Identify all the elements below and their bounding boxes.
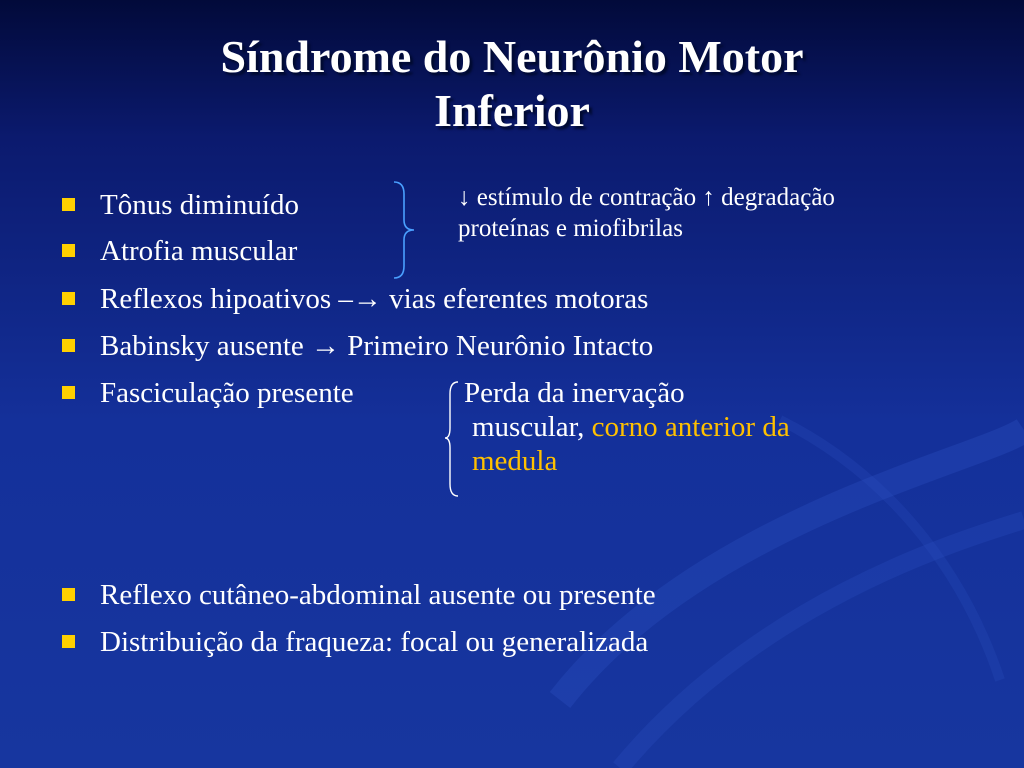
bullet-marker [62, 244, 75, 257]
atrophy-note-line-1: ↓ estímulo de contração ↑ degradação [458, 184, 835, 211]
bullet-text: Distribuição da fraqueza: focal ou generalizada [100, 626, 649, 658]
bullet-marker [62, 339, 75, 352]
slide-title-line-1: Síndrome do Neurônio Motor [220, 31, 804, 82]
bullet-marker [62, 386, 75, 399]
atrophy-note [458, 182, 835, 244]
bullet-text: Tônus diminuído [100, 189, 299, 221]
bullet-marker [62, 588, 75, 601]
fasciculation-note-prefix: muscular, [472, 411, 592, 443]
fasciculation-note [464, 376, 790, 478]
fasciculation-note-line-2 [464, 410, 790, 444]
bullet-marker [62, 198, 75, 211]
bullet-text: Reflexos hipoativos –→ vias eferentes motoras [100, 283, 649, 315]
fasciculation-note-highlight: corno anterior da [591, 411, 790, 443]
bullet-text: Fasciculação presente [100, 377, 354, 409]
right-brace-icon [392, 180, 416, 280]
slide-title [100, 30, 924, 138]
left-brace-icon [444, 380, 460, 498]
bullet-marker [62, 292, 75, 305]
slide-title-line-2: Inferior [434, 85, 590, 136]
bullet-marker [62, 635, 75, 648]
bullet-text: Babinsky ausente → Primeiro Neurônio Intacto [100, 330, 654, 362]
fasciculation-note-line-3: medula [472, 445, 558, 477]
atrophy-note-line-2: proteínas e miofibrilas [458, 215, 683, 242]
fasciculation-note-line-1: Perda da inervação [464, 377, 685, 409]
bullet-text: Atrofia muscular [100, 235, 298, 267]
bullet-text: Reflexo cutâneo-abdominal ausente ou presente [100, 579, 656, 611]
